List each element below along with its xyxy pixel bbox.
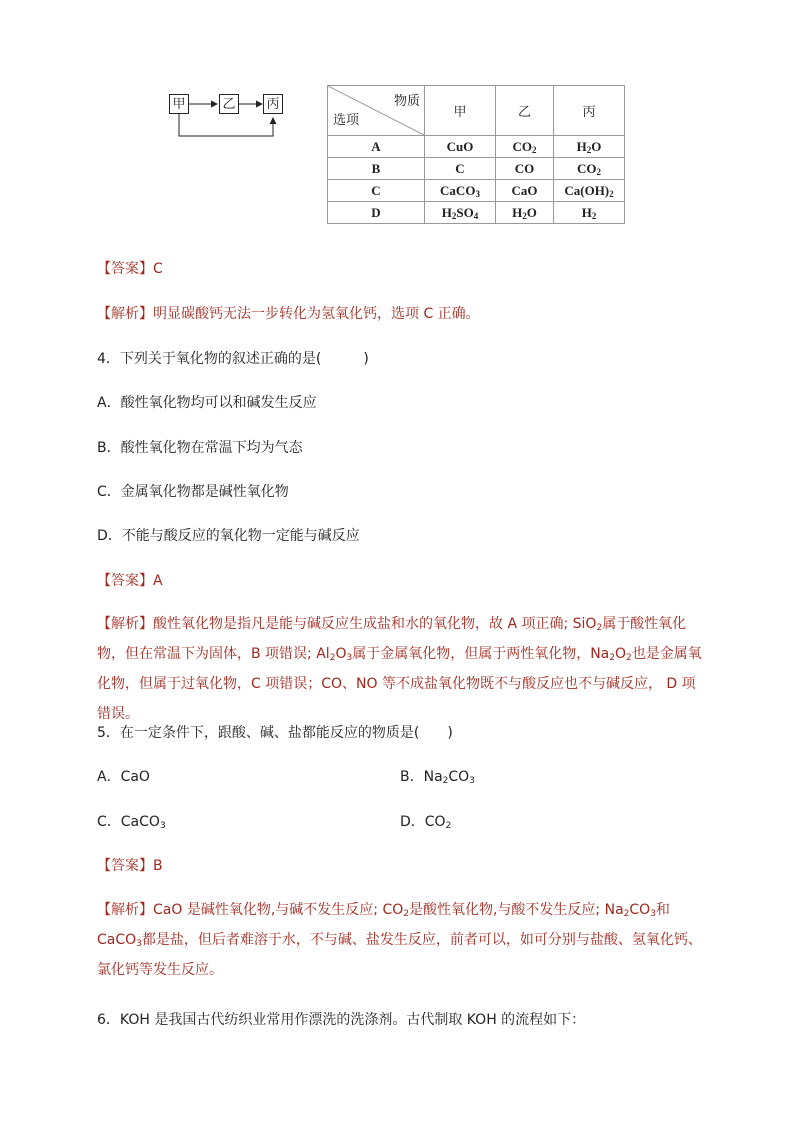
answer-value: A: [153, 573, 163, 589]
table-cell: $H_2O$: [554, 136, 625, 158]
table-row: [328, 136, 625, 158]
analysis-text: 明显碳酸钙无法一步转化为氢氧化钙，选项 C 正确。: [153, 306, 480, 322]
row-label: A: [328, 136, 425, 158]
q5-analysis: 【解析】CaO 是碱性氧化物,与碱不发生反应; $CO_2$是酸性氧化物,与酸不发生反应; $Na_2CO_3$和 CaCO$_3$都是盐，但后者难溶于水，不与碱、盐发生反应，前者可以，如可分别与盐酸、氢氧化钙、氯化钙等发生反应。: [97, 902, 702, 978]
flow-node-bing: 丙: [263, 94, 283, 114]
q4-option-d: D．不能与酸反应的氧化物一定能与碱反应: [97, 528, 360, 544]
q6-stem: 6．KOH 是我国古代纺织业常用作漂洗的洗涤剂。古代制取 KOH 的流程如下：: [97, 1012, 586, 1028]
table-corner-cell: [328, 86, 425, 136]
table-row: [328, 158, 625, 180]
table-cell: $H_2SO_4$: [425, 202, 496, 224]
q5-stem: 5．在一定条件下，跟酸、碱、盐都能反应的物质是( ): [97, 725, 453, 741]
table-row: [328, 202, 625, 224]
column-header: 甲: [425, 86, 496, 136]
table-cell: $CO_2$: [554, 158, 625, 180]
analysis-tag: 【解析】: [97, 306, 153, 322]
corner-label-option: 选项: [333, 112, 360, 127]
answer-tag: 【答案】: [97, 573, 153, 589]
row-label: B: [328, 158, 425, 180]
options-table: [327, 85, 625, 224]
q5-option-d: D．$CO_2$: [400, 814, 452, 831]
table-cell: C: [425, 158, 496, 180]
q3-answer: [97, 258, 163, 278]
answer-value: C: [153, 261, 163, 277]
table-cell: $Ca(OH)_2$: [554, 180, 625, 202]
flow-node-jia: 甲: [169, 94, 189, 114]
q4-option-a: A．酸性氧化物均可以和碱发生反应: [97, 395, 317, 411]
table-cell: $H_2$: [554, 202, 625, 224]
q4-option-b: B．酸性氧化物在常温下均为气态: [97, 440, 303, 456]
table-cell: CaO: [496, 180, 554, 202]
table-cell: $H_2O$: [496, 202, 554, 224]
q4-analysis: 【解析】酸性氧化物是指凡是能与碱反应生成盐和水的氧化物，故 A 项正确; SiO$_2$属于酸性氧化物，但在常温下为固体，B 项错误; $Al_2O_3$属于金属氧化物，但属于两性氧化物，$Na_2O_2$也是金属氧化物，但属于过氧化物，C 项错误；CO、NO 等不成盐氧化物既不与酸反应也不与碱反应， D 项错误。: [97, 616, 702, 722]
q4-stem: 4．下列关于氧化物的叙述正确的是( ): [97, 351, 369, 367]
answer-value: B: [153, 858, 163, 874]
analysis-tag: 【解析】: [97, 616, 153, 632]
table-header-row: [328, 86, 625, 136]
column-header: 丙: [554, 86, 625, 136]
q3-analysis: [97, 303, 480, 323]
table-row: [328, 180, 625, 202]
q4-answer: [97, 570, 163, 590]
row-label: D: [328, 202, 425, 224]
q5-option-b: B．$Na_2CO_3$: [400, 769, 475, 786]
analysis-tag: 【解析】: [97, 902, 153, 918]
row-label: C: [328, 180, 425, 202]
table-cell: CaCO$_3$: [425, 180, 496, 202]
q5-option-a: A．CaO: [97, 769, 150, 785]
table-cell: CO: [496, 158, 554, 180]
q5-option-c: C．CaCO$_3$: [97, 814, 166, 831]
table-cell: $CO_2$: [496, 136, 554, 158]
answer-tag: 【答案】: [97, 261, 153, 277]
q5-answer: [97, 855, 163, 875]
table-cell: CuO: [425, 136, 496, 158]
column-header: 乙: [496, 86, 554, 136]
answer-tag: 【答案】: [97, 858, 153, 874]
flow-node-yi: 乙: [219, 94, 239, 114]
q4-option-c: C．金属氧化物都是碱性氧化物: [97, 484, 289, 500]
corner-label-substance: 物质: [393, 93, 420, 108]
